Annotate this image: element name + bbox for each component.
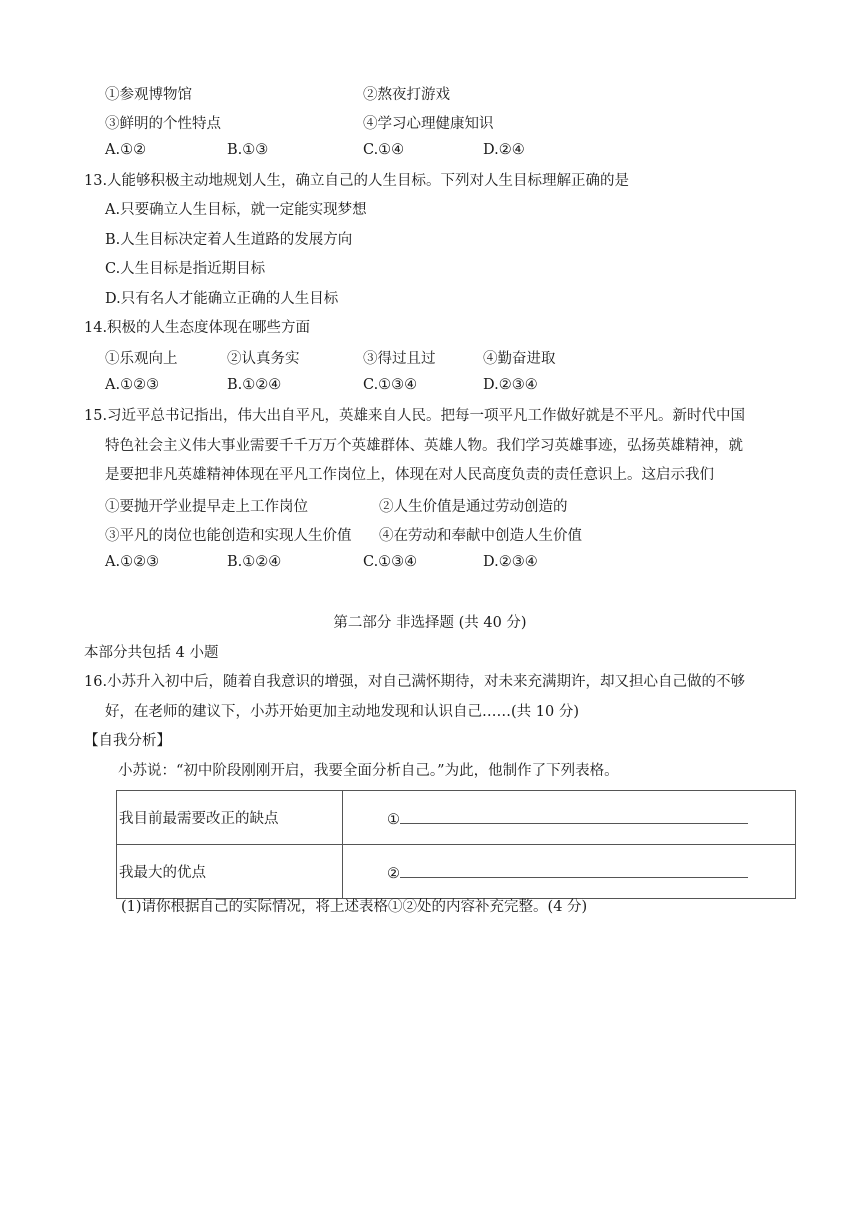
q13-choice-a: A.只要确立人生目标，就一定能实现梦想 — [105, 202, 367, 218]
answer-blank-2[interactable] — [343, 845, 796, 899]
answer-blank-1[interactable] — [343, 791, 796, 845]
fill-in-line — [400, 861, 748, 878]
section-title-self-analysis: 【自我分析】 — [84, 733, 171, 749]
q12-option-2: ②熬夜打游戏 — [363, 87, 450, 103]
q12-choice-d: D.②④ — [483, 142, 525, 158]
table-label-strength: 我最大的优点 — [117, 845, 343, 899]
q13-choice-c: C.人生目标是指近期目标 — [105, 261, 266, 277]
part2-title: 第二部分 非选择题 (共 40 分) — [333, 615, 527, 631]
fill-in-line — [400, 807, 748, 824]
q15-option-4: ④在劳动和奉献中创造人生价值 — [379, 528, 582, 544]
table-row — [117, 845, 796, 899]
q15-choice-b: B.①②④ — [227, 554, 282, 570]
q15-stem-line-2: 特色社会主义伟大事业需要千千万万个英雄群体、英雄人物。我们学习英雄事迹，弘扬英雄精神，就 — [105, 438, 743, 454]
part2-note: 本部分共包括 4 小题 — [84, 645, 219, 661]
q13-choice-d: D.只有名人才能确立正确的人生目标 — [105, 291, 339, 307]
q12-option-1: ①参观博物馆 — [105, 87, 192, 103]
q14-choice-c: C.①③④ — [363, 377, 418, 393]
q16-stem-line-1: 16.小苏升入初中后，随着自我意识的增强，对自己满怀期待，对未来充满期许，却又担心自己做的不够 — [84, 674, 746, 690]
q15-choice-a: A.①②③ — [105, 554, 160, 570]
table-row — [117, 791, 796, 845]
q13-stem: 13.人能够积极主动地规划人生，确立自己的人生目标。下列对人生目标理解正确的是 — [84, 173, 630, 189]
q12-choice-b: B.①③ — [227, 142, 269, 158]
q16-subquestion-1: (1)请你根据自己的实际情况，将上述表格①②处的内容补充完整。(4 分) — [121, 899, 588, 915]
q14-option-2: ②认真务实 — [227, 351, 300, 367]
q14-choice-d: D.②③④ — [483, 377, 538, 393]
q14-option-1: ①乐观向上 — [105, 351, 178, 367]
q13-choice-b: B.人生目标决定着人生道路的发展方向 — [105, 232, 353, 248]
q15-option-2: ②人生价值是通过劳动创造的 — [379, 499, 568, 515]
q15-option-1: ①要抛开学业提早走上工作岗位 — [105, 499, 308, 515]
table-label-shortcoming: 我目前最需要改正的缺点 — [117, 791, 343, 845]
q16-stem-line-2: 好，在老师的建议下，小苏开始更加主动地发现和认识自己……(共 10 分) — [105, 704, 579, 720]
q12-option-4: ④学习心理健康知识 — [363, 116, 494, 132]
q15-choice-c: C.①③④ — [363, 554, 418, 570]
q14-option-3: ③得过且过 — [363, 351, 436, 367]
q15-stem-line-3: 是要把非凡英雄精神体现在平凡工作岗位上，体现在对人民高度负责的责任意识上。这启示我们 — [105, 467, 714, 483]
q15-option-3: ③平凡的岗位也能创造和实现人生价值 — [105, 528, 352, 544]
self-analysis-table — [116, 790, 796, 899]
q12-choice-c: C.①④ — [363, 142, 405, 158]
q14-choice-a: A.①②③ — [105, 377, 160, 393]
q15-choice-d: D.②③④ — [483, 554, 538, 570]
blank-mark: ① — [387, 812, 400, 828]
q14-stem: 14.积极的人生态度体现在哪些方面 — [84, 320, 311, 336]
q15-stem-line-1: 15.习近平总书记指出，伟大出自平凡，英雄来自人民。把每一项平凡工作做好就是不平凡。新时代中国 — [84, 408, 746, 424]
q16-intro: 小苏说：“初中阶段刚刚开启，我要全面分析自己。”为此，他制作了下列表格。 — [118, 763, 619, 779]
blank-mark: ② — [387, 866, 400, 882]
q12-choice-a: A.①② — [105, 142, 147, 158]
q12-option-3: ③鲜明的个性特点 — [105, 116, 221, 132]
q14-choice-b: B.①②④ — [227, 377, 282, 393]
q14-option-4: ④勤奋进取 — [483, 351, 556, 367]
